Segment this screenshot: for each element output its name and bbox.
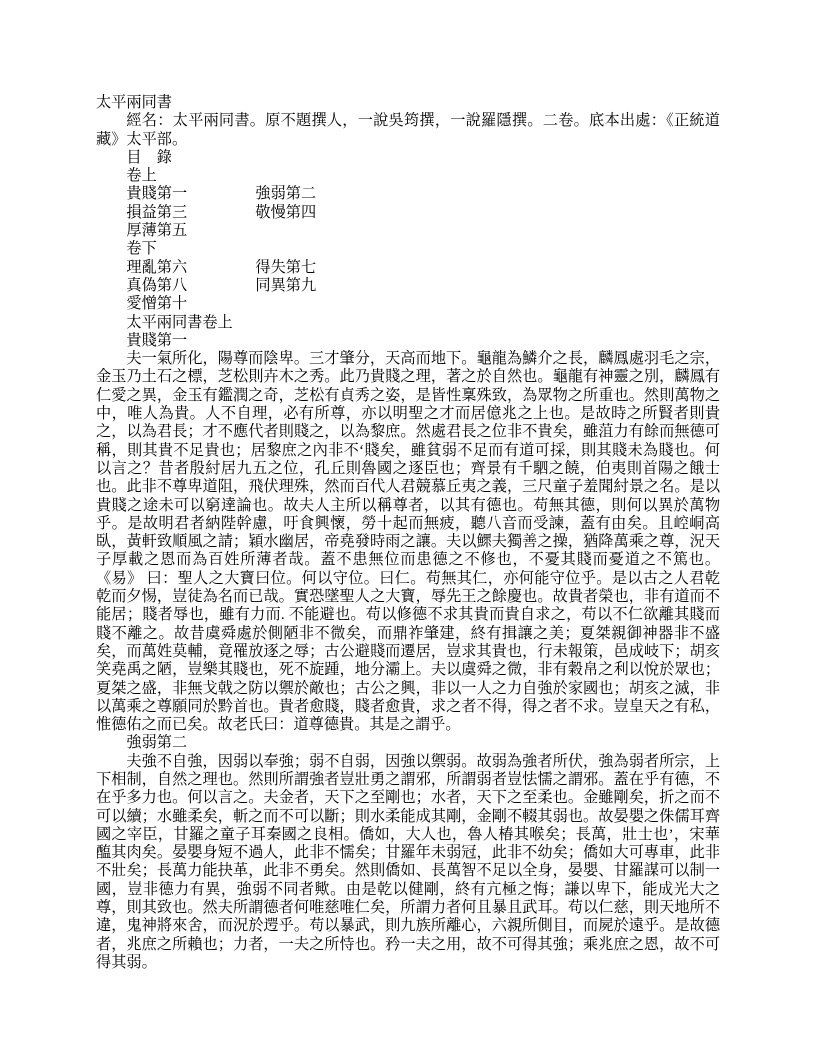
toc-entry: 損益第三 <box>126 203 188 221</box>
toc-entry: 敬慢第四 <box>255 203 317 221</box>
toc-entry: 理亂第六 <box>126 258 188 276</box>
toc-row <box>96 204 720 222</box>
volume-heading: 太平兩同書卷上 <box>126 313 233 331</box>
chapter-heading: 強弱第二 <box>126 734 188 752</box>
chapter-body: 夫一氣所化，陽尊而陰卑。三才肇分，天高而地下。龜龍為鱗介之長，麟鳳處羽毛之宗，金玉乃土石之標，芝松則卉木之秀。此乃貴賤之理，著之於自然也。龜龍有神靈之別，麟鳳有仁愛之異，金玉有鑑潤之奇，芝松有貞秀之姿，是皆性稟殊致，為眾物之所重也。然則萬物之中，唯人為貴。人不自理，必有所尊，亦以明聖之才而居億兆之上也。是故時之所賢者則貴之，以為君長；才不應代者則賤之，以為黎庶。然處君長之位非不貴矣，雖菹力有餘而無德可稱，則其貴不足貴也；居黎庶之內非不‘賤矣，雖貧弱不足而有道可採，則其賤未為賤也。何以言之？昔者殷紂居九五之位，孔丘則魯國之逐臣也；齊景有千駟之饒，伯夷則首陽之餓士也。此非不尊卑道阻，飛伏理殊，然而百代人君競慕丘夷之義，三尺童子羞聞紂景之名。是以貴賤之途未可以窮達論也。故夫人主所以稱尊者，以其有德也。苟無其德，則何以異於萬物乎。是故明君者納陛幹慮，吁食興懷，勞十起而無疲，聽八音而受諫，蓋有由矣。且崆峒高臥，黃軒致順風之請；穎水幽居，帝堯發時雨之讓。夫以鰥夫獨善之操，猶降萬乘之尊，況天子厚載之恩而為百姓所薄者哉。蓋不患無位而患德之不修也，不憂其賤而憂道之不篤也。《易》 曰：聖人之大寶曰位。何以守位。曰仁。苟無其仁，亦何能守位乎。是以古之人君乾乾而夕惕，豈徒為名而已哉。實恐墜聖人之大寶，辱先王之餘慶也。故貴者榮也，非有道而不能居；賤者辱也，雖有力而. 不能避也。苟以修德不求其貴而貴自求之，苟以不仁欲離其賤而賤不離之。故昔虞舜處於側陋非不微矣，而鼎祚肇建，終有揖讓之美；夏桀親御神器非不盛矣，而萬姓莫輔，竟罹放逐之辱；古公避賤而遷居，豈求其貴也，行未報策，邑成岐下；胡亥笑堯禹之陋，豈樂其賤也，死不旋踵，地分灞上。夫以虞舜之微，非有穀帛之利以悅於眾也；夏桀之盛，非無戈戟之防以禦於敵也；古公之興，非以一人之力自強於家國也；胡亥之滅，非以萬乘之尊願同於黔首也。貴者愈賤，賤者愈貴，求之者不得，得之者不求。豈皇天之有私，惟德佑之而已矣。故老氏曰：道尊德貴。其是之謂乎。 <box>96 350 720 734</box>
chapter-heading: 貴賤第一 <box>126 331 188 349</box>
toc-row <box>96 295 720 313</box>
toc-entry: 強弱第二 <box>255 185 317 203</box>
toc-volume-lower-label: 卷下 <box>126 240 157 258</box>
toc-row <box>96 185 720 203</box>
toc-entry: 得失第七 <box>255 258 317 276</box>
toc-row <box>96 277 720 295</box>
chapter-body: 夫強不自強，因弱以奉強；弱不自弱，因強以禦弱。故弱為強者所伏，強為弱者所宗，上下相制，自然之理也。然則所謂強者豈壯勇之謂邪，所謂弱者豈怯懦之謂邪。蓋在乎有德，不在乎多力也。何以言之。夫金者，天下之至剛也；水者，天下之至柔也。金雖剛矣，折之而不可以續；水雖柔矣，斬之而不可以斷；則水柔能成其剛，金剛不輟其弱也。故晏嬰之侏儒耳齊國之宰臣，甘羅之童子耳秦國之良相。僑如，大人也，魯人椿其喉矣；長萬，壯士也’，宋華醢其肉矣。晏嬰身短不過人，此非不懦矣；甘羅年未弱冠，此非不幼矣；僑如大可專車，此非不壯矣；長萬力能抉革，此非不勇矣。然則僑如、長萬智不足以全身，晏嬰、甘羅謀可以制一國，豈非德力有異，強弱不同者歟。由是乾以健剛，終有亢極之悔；謙以卑下，能成光大之尊，則其致也。然夫所謂德者何唯慈唯仁矣，所謂力者何且暴且武耳。苟以仁慈，則天地所不違，鬼神將來舍，而況於遌乎。苟以暴武，則九族所離心，六親所側目，而屍於遠乎。是故德者，兆庶之所賴也；力者，一夫之所恃也。矜一夫之用，故不可得其強；乘兆庶之恩，故不可得其弱。 <box>96 752 720 971</box>
toc-heading: 目 錄 <box>126 148 172 166</box>
toc-entry: 同異第九 <box>255 276 317 294</box>
toc-row <box>96 222 720 240</box>
toc-row <box>96 259 720 277</box>
colophon-text: 經名：太平兩同書。原不題撰人，一說吳筠撰，一說羅隱撰。二卷。底本出處：《正統道藏》太平部。 <box>96 112 720 148</box>
toc-entry: 真偽第八 <box>126 276 188 294</box>
document-title: 太平兩同書 <box>96 94 172 111</box>
toc-entry: 貴賤第一 <box>126 185 188 203</box>
toc-entry: 厚薄第五 <box>126 222 188 240</box>
toc-volume-upper-label: 卷上 <box>126 167 157 185</box>
toc-entry: 愛憎第十 <box>126 295 188 313</box>
